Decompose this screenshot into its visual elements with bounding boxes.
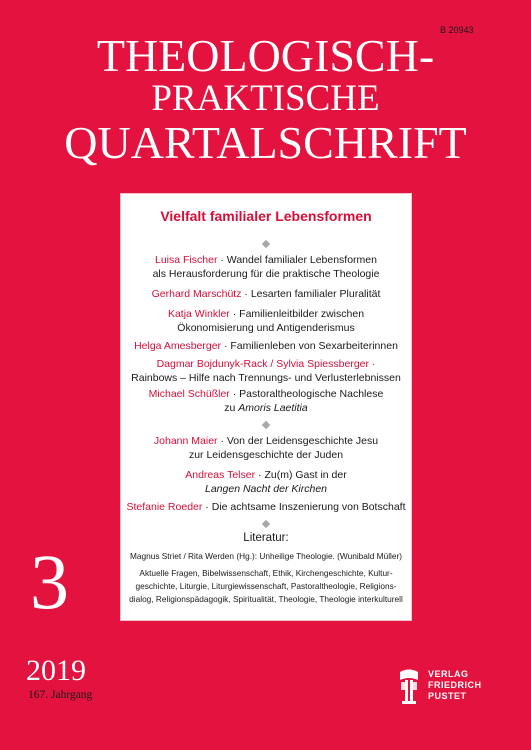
publisher-logo-icon xyxy=(396,668,422,706)
literature-topics-line-3: dialog, Religionspädagogik, Spiritualität, Theologie, Theologie interkulturell xyxy=(129,594,403,604)
article-entry: Michael Schüßler · Pastoraltheologische Nachlese zu Amoris Laetitia xyxy=(148,388,384,414)
article-author: Stefanie Roeder xyxy=(126,501,203,513)
article-title: Wandel familialer Lebensformen xyxy=(226,254,377,266)
literature-label: Literatur: xyxy=(243,532,289,544)
article-title: Pastoraltheologische Nachlese xyxy=(239,388,384,400)
masthead-line-3: QUARTALSCHRIFT xyxy=(64,117,467,168)
article-title-italic: Amoris Laetitia xyxy=(238,402,308,414)
article-author: Johann Maier xyxy=(153,435,218,447)
literature-book: Magnus Striet / Rita Werden (Hg.): Unheilige Theologie. (Wunibald Müller) xyxy=(129,551,403,561)
article-author: Andreas Telser xyxy=(185,469,256,481)
article-title: Familienleitbilder zwischen xyxy=(239,308,365,320)
separator-diamond-icon xyxy=(262,240,270,248)
issue-year: 2019 xyxy=(26,654,86,687)
article-entry: Johann Maier · Von der Leidensgeschichte Jesu zur Leidensgeschichte der Juden xyxy=(121,434,411,462)
article-title-cont: als Herausforderung für die praktische Theologie xyxy=(152,268,380,280)
article-entry: Dagmar Bojdunyk-Rack / Sylvia Spiessberger · Rainbows – Hilfe nach Trennungs- und Verlusterlebnissen xyxy=(121,357,411,385)
issue-theme-heading: Vielfalt familialer Lebensformen xyxy=(160,208,372,224)
article-title: Familienleben von Sexarbeiterinnen xyxy=(230,340,398,352)
article-entry: Gerhard Marschütz · Lesarten familialer Pluralität xyxy=(151,288,381,300)
article-author: Gerhard Marschütz xyxy=(151,288,242,300)
article-entry: Luisa Fischer · Wandel familialer Lebensformen als Herausforderung für die praktische Theologie xyxy=(121,253,411,281)
article-entry: Andreas Telser · Zu(m) Gast in der Langen Nacht der Kirchen xyxy=(185,469,347,495)
article-title: Die achtsame Inszenierung von Botschaft xyxy=(211,501,406,513)
article-entry: Helga Amesberger · Familienleben von Sexarbeiterinnen xyxy=(134,340,398,352)
issn-code: B 20943 xyxy=(440,25,474,35)
article-author: Dagmar Bojdunyk-Rack / Sylvia Spiessberger xyxy=(156,358,369,370)
literature-topics-line-1: Aktuelle Fragen, Bibelwissenschaft, Ethik, Kirchengeschichte, Kultur- xyxy=(139,568,393,578)
article-title-cont: zur Leidensgeschichte der Juden xyxy=(188,449,344,461)
contents-panel xyxy=(120,193,412,621)
article-title-italic: Langen Nacht der Kirchen xyxy=(205,483,327,495)
issue-number: 3 xyxy=(30,538,69,625)
article-author: Katja Winkler xyxy=(167,308,230,320)
article-author: Michael Schüßler xyxy=(148,388,230,400)
volume-label: 167. Jahrgang xyxy=(28,689,93,701)
article-entry: Katja Winkler · Familienleitbilder zwischen Ökonomisierung und Antigenderismus xyxy=(121,307,411,335)
literature-topics-line-2: geschichte, Liturgie, Liturgiewissenschaft, Pastoraltheologie, Religions- xyxy=(135,581,397,591)
masthead-line-2: PRAKTISCHE xyxy=(151,78,380,119)
article-title-cont: Ökonomisierung und Antigenderismus xyxy=(177,322,355,334)
article-title: Von der Leidensgeschichte Jesu xyxy=(226,435,379,447)
article-title: Lesarten familialer Pluralität xyxy=(250,288,381,300)
separator-diamond-icon xyxy=(262,520,270,528)
article-author: Helga Amesberger xyxy=(134,340,222,352)
article-title: Zu(m) Gast in der xyxy=(264,469,347,481)
publisher-name: VERLAG FRIEDRICH PUSTET xyxy=(428,669,482,701)
article-author: Luisa Fischer xyxy=(155,254,218,266)
article-title: Rainbows – Hilfe nach Trennungs- und Verlusterlebnissen xyxy=(131,372,401,384)
masthead-line-1: THEOLOGISCH- xyxy=(96,30,435,81)
separator-diamond-icon xyxy=(262,421,270,429)
article-entry: Stefanie Roeder · Die achtsame Inszenierung von Botschaft xyxy=(126,501,406,513)
